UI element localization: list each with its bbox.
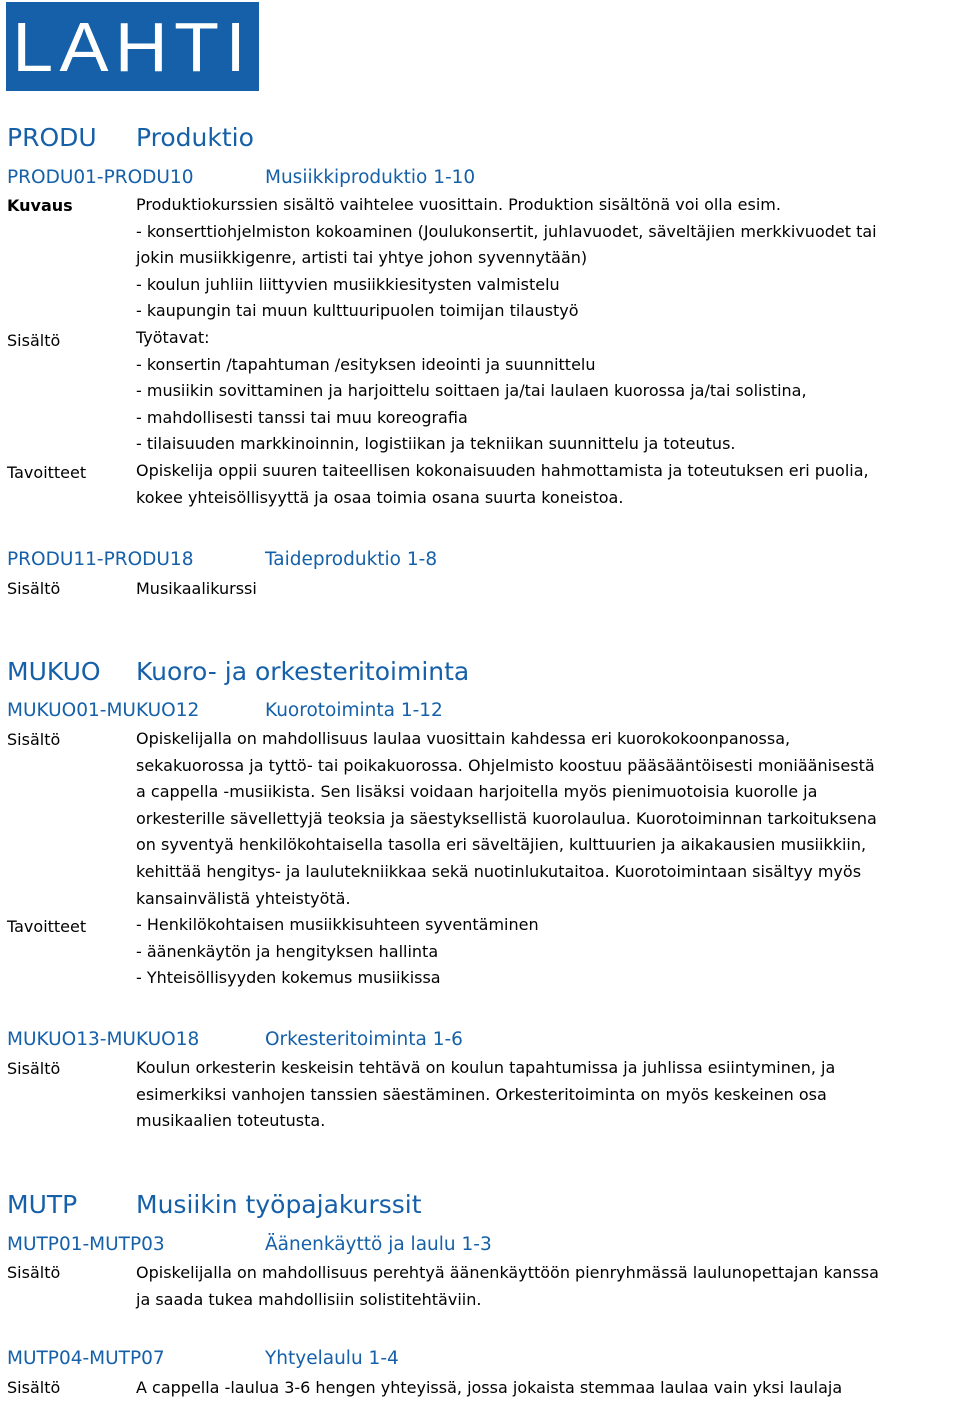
course-code: MUTP01-MUTP03 <box>7 1234 165 1255</box>
course-code: MUKUO13-MUKUO18 <box>7 1029 200 1050</box>
label-sisalto: Sisältö <box>7 730 61 749</box>
text-line: - kaupungin tai muun kulttuuripuolen toimijan tilaustyö <box>136 301 579 321</box>
course-text <box>136 192 877 511</box>
course-code: PRODU01-PRODU10 <box>7 167 194 188</box>
text-line: Koulun orkesterin keskeisin tehtävä on koulun tapahtumissa ja juhlissa esiintyminen, ja <box>136 1058 836 1077</box>
section-title: Kuoro- ja orkesteritoiminta <box>136 657 470 686</box>
text-line: musikaalien toteutusta. <box>136 1111 326 1131</box>
label-tavoitteet: Tavoitteet <box>7 917 87 936</box>
course-text <box>136 1055 835 1135</box>
label-sisalto: Sisältö <box>7 579 61 598</box>
text-line: kehittää hengitys- ja laulutekniikkaa sekä nuotinlukutaitoa. Kuorotoimintaan sisältyy myös <box>136 861 862 881</box>
text-line: kansainvälistä yhteistyötä. <box>136 888 351 908</box>
section-code: PRODU <box>7 123 97 152</box>
label-tavoitteet: Tavoitteet <box>7 463 87 482</box>
text-line: ja saada tukea mahdollisiin solistitehtäviin. <box>136 1289 482 1309</box>
label-sisalto: Sisältö <box>7 1263 61 1282</box>
course-code: PRODU11-PRODU18 <box>7 549 194 570</box>
course-code: MUKUO01-MUKUO12 <box>7 700 200 721</box>
section-code: MUTP <box>7 1190 78 1219</box>
text-line: Produktiokurssien sisältö vaihtelee vuosittain. Produktion sisältönä voi olla esim. <box>136 195 781 214</box>
text-line: - Henkilökohtaisen musiikkisuhteen syventäminen <box>136 915 539 935</box>
text-line: esimerkiksi vanhojen tanssien säestäminen. Orkesteritoiminta on myös keskeinen osa <box>136 1084 827 1104</box>
label-sisalto: Sisältö <box>7 331 61 350</box>
text-line: jokin musiikkigenre, artisti tai yhtye johon syvennytään) <box>136 248 588 268</box>
text-line: sekakuorossa ja tyttö- tai poikakuorossa. Ohjelmisto koostuu pääsääntöisesti moniäänisestä <box>136 755 875 775</box>
text-line: Opiskelijalla on mahdollisuus perehtyä äänenkäyttöön pienryhmässä laulunopettajan kanssa <box>136 1263 879 1282</box>
label-sisalto: Sisältö <box>7 1059 61 1078</box>
course-title: Taideproduktio 1-8 <box>265 549 438 570</box>
course-text <box>136 1260 879 1313</box>
label-kuvaus: Kuvaus <box>7 196 73 215</box>
text-line: - mahdollisesti tanssi tai muu koreografia <box>136 407 468 427</box>
label-sisalto: Sisältö <box>7 1378 61 1397</box>
text-line: - musiikin sovittaminen ja harjoittelu soittaen ja/tai laulaen kuorossa ja/tai solistina, <box>136 381 807 401</box>
logo-text: LAHTI <box>12 7 253 86</box>
course-title: Äänenkäyttö ja laulu 1-3 <box>265 1234 492 1255</box>
text-line: - konserttiohjelmiston kokoaminen (Joulukonsertit, juhlavuodet, säveltäjien merkkivuodet tai <box>136 221 877 241</box>
text-line: - konsertin /tapahtuman /esityksen ideointi ja suunnittelu <box>136 354 596 374</box>
section-title: Produktio <box>136 123 254 152</box>
text-line: Musikaalikurssi <box>136 579 257 598</box>
course-title: Orkesteritoiminta 1-6 <box>265 1029 463 1050</box>
text-line: kokee yhteisöllisyyttä ja osaa toimia osana suurta koneistoa. <box>136 487 624 507</box>
course-text <box>136 726 877 992</box>
text-line: a cappella -musiikista. Sen lisäksi voidaan harjoitella myös pienimuotoisia kuorolle ja <box>136 782 818 802</box>
text-line: Opiskelijalla on mahdollisuus laulaa vuosittain kahdessa eri kuorokokoonpanossa, <box>136 729 791 748</box>
course-title: Musiikkiproduktio 1-10 <box>265 167 476 188</box>
text-line: - koulun juhliin liittyvien musiikkiesitysten valmistelu <box>136 274 560 294</box>
text-line: - äänenkäytön ja hengityksen hallinta <box>136 941 439 961</box>
text-line: A cappella -laulua 3-6 hengen yhteyissä, jossa jokaista stemmaa laulaa vain yksi laulaja <box>136 1378 843 1397</box>
text-line: orkesterille sävellettyjä teoksia ja säestyksellistä kuorolaulua. Kuorotoiminnan tarkoituksena <box>136 808 877 828</box>
text-line: - tilaisuuden markkinoinnin, logistiikan ja tekniikan suunnittelu ja toteutus. <box>136 434 736 454</box>
text-line: on syventyä henkilökohtaisella tasolla eri säveltäjien, kulttuurien ja aikakausien musiikkiin, <box>136 835 867 855</box>
section-code: MUKUO <box>7 657 101 686</box>
section-title: Musiikin työpajakurssit <box>136 1190 422 1219</box>
course-title: Kuorotoiminta 1-12 <box>265 700 443 721</box>
lahti-logo <box>6 2 259 91</box>
course-title: Yhtyelaulu 1-4 <box>265 1348 399 1369</box>
text-line: - Yhteisöllisyyden kokemus musiikissa <box>136 968 441 988</box>
text-line: Opiskelija oppii suuren taiteellisen kokonaisuuden hahmottamista ja toteutuksen eri puolia, <box>136 460 869 480</box>
course-code: MUTP04-MUTP07 <box>7 1348 165 1369</box>
text-line: Työtavat: <box>136 327 210 347</box>
